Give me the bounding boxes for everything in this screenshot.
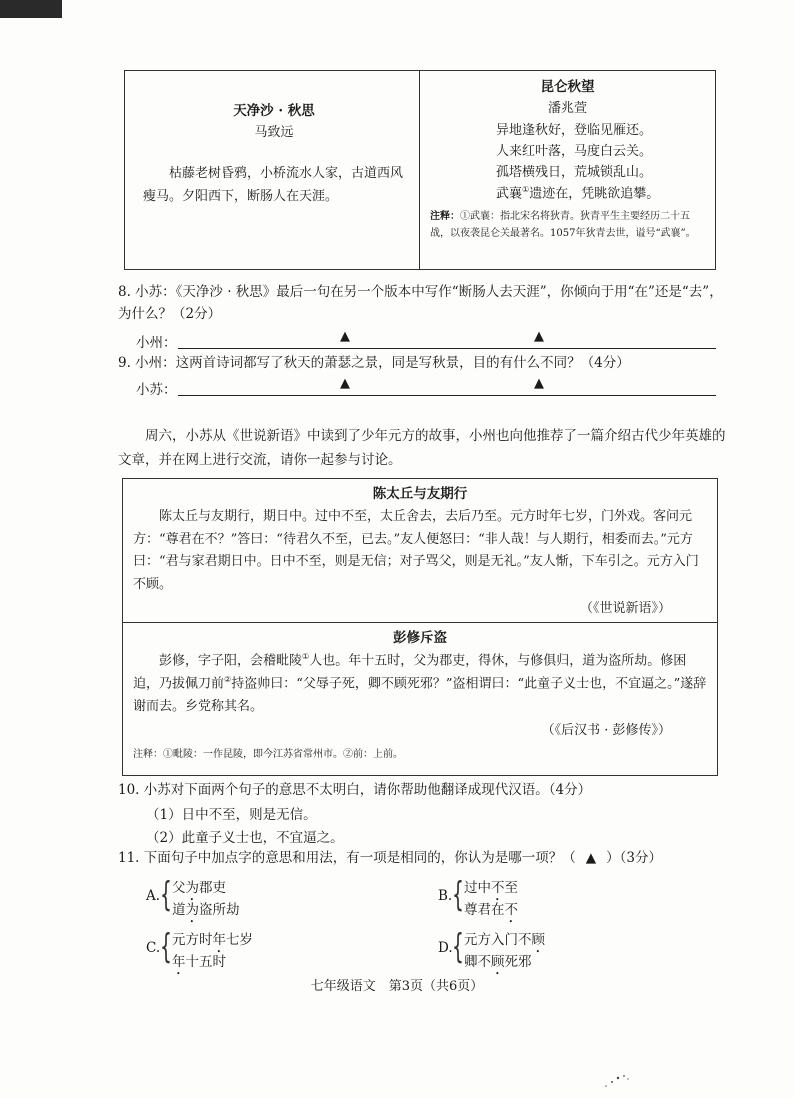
poem-comparison-box (124, 70, 716, 270)
dotted-char: 年 (172, 954, 186, 970)
answer-marker-icon: ▲ (534, 376, 544, 391)
question-10: 10. 小苏对下面两个句子的意思不太明白，请你帮助他翻译成现代汉语。（4分） (118, 782, 592, 798)
question-11-text: 11. 下面句子中加点字的意思和用法，有一项是相同的，你认为是哪一项？（ (118, 850, 576, 866)
story-2-source: （《后汉书 · 彭修传》） (541, 723, 671, 738)
note-ref-1: ① (522, 184, 530, 194)
poem-left-author: 马致远 (254, 124, 294, 140)
text: 卿不 (464, 954, 491, 970)
scan-specks (600, 1072, 640, 1092)
poem-left-title: 天净沙 · 秋思 (233, 103, 315, 119)
poem-right-line-3: 孤塔横残日，荒城锁乱山。 (496, 164, 653, 180)
story-2-body-a: 彭修，字子阳，会稽毗陵 (159, 653, 303, 669)
text: 死邪 (504, 954, 532, 970)
option-b-letter: B. (438, 888, 453, 904)
story-1 (123, 479, 717, 623)
answer-label-8: 小州： (136, 335, 177, 351)
text: 父 (172, 880, 186, 896)
answer-marker-icon: ▲ (585, 850, 597, 866)
text: 盗所劫 (199, 902, 240, 918)
answer-rule-8 (178, 348, 716, 349)
text: 元方时 (172, 932, 213, 948)
poem-right-line-4 (430, 184, 705, 205)
option-c-letter: C. (146, 940, 161, 956)
story-1-title: 陈太丘与友期行 (372, 486, 468, 502)
sentence-2: （2）此童子义士也，不宜逼之。 (146, 830, 344, 846)
poem-right-line-4a: 武襄 (496, 186, 523, 202)
story-1-body: 陈太丘与友期行，期日中。过中不至，太丘舍去，去后乃至。元方时年七岁，门外戏。客问元方：“尊君在不？”答曰：“待君久不至，已去。”友人便怒曰：“非人哉！与人期行，相委而去。”元方曰：“君与家君期日中。日中不至，则是无信；对子骂父，则是无礼。”友人惭，下车引之。元方入门不顾。 (133, 508, 699, 593)
story-1-source: （《世说新语》） (579, 601, 671, 616)
story-2-body-c: 持盗帅曰：“父辱子死，卿不顾死邪？”盗相谓曰：“此童子义士也，不宜逼之。”遂辞谢而去。乡党称其名。 (133, 676, 707, 715)
option-a-letter: A. (146, 888, 161, 904)
answer-line-9[interactable] (136, 378, 716, 398)
reading-intro: 周六，小苏从《世说新语》中读到了少年元方的故事，小州也向他推荐了一篇介绍古代少年英雄的文章，并在网上进行交流，请你一起参与讨论。 (118, 428, 726, 469)
dotted-char: 为 (185, 902, 199, 918)
text: 过中 (464, 880, 491, 896)
text: 至 (504, 880, 518, 896)
poem-left (125, 71, 420, 269)
page-footer: 七年级语文 第3页（共6页） (310, 979, 484, 994)
answer-marker-icon: ▲ (534, 329, 544, 344)
option-c-line-2 (172, 950, 226, 978)
dotted-char: 顾 (491, 954, 505, 970)
text: 尊君在 (464, 902, 505, 918)
question-11 (118, 848, 728, 870)
text: 七岁 (226, 932, 253, 948)
text: 元方入门不 (464, 932, 532, 948)
poem-right (420, 71, 715, 269)
poem-right-line-4b: 遗迹在，凭眺欲追攀。 (529, 186, 660, 202)
poem-right-title: 昆仑秋望 (540, 79, 595, 95)
note-ref-1: ① (302, 651, 310, 661)
brace-icon: { (452, 927, 464, 967)
story-2-body (133, 650, 707, 719)
text: 郡吏 (199, 880, 226, 896)
story-2 (123, 623, 717, 760)
scan-corner-mark (0, 0, 62, 18)
dotted-char: 不 (504, 902, 518, 918)
text: 道 (172, 902, 186, 918)
dotted-char: 为 (185, 880, 199, 896)
brace-icon: { (160, 927, 172, 967)
note-ref-2: ② (224, 675, 232, 685)
question-11-points: ）（3分） (606, 850, 662, 866)
brace-icon: { (160, 875, 172, 915)
poem-right-line-1: 异地逢秋好，登临见雁还。 (496, 123, 653, 139)
dotted-char: 顾 (531, 932, 545, 948)
dotted-char: 不 (491, 880, 505, 896)
poem-right-author: 潘兆萱 (547, 100, 587, 116)
story-box (122, 478, 718, 776)
option-b-line-2 (464, 898, 518, 926)
brace-icon: { (452, 875, 464, 915)
answer-marker-icon: ▲ (340, 376, 350, 391)
option-d-line-2 (464, 950, 532, 978)
answer-marker-icon: ▲ (340, 329, 350, 344)
story-2-note: 注释：①毗陵：一作昆陵，即今江苏省常州市。②前：上前。 (133, 749, 403, 760)
answer-label-9: 小苏： (136, 382, 177, 398)
question-8: 8. 小苏：《天净沙 · 秋思》最后一句在另一个版本中写作“断肠人去天涯”，你倾向于用“在”还是“去”，为什么？（2分） (118, 284, 723, 322)
option-d-letter: D. (438, 940, 453, 956)
text: 十五时 (185, 954, 226, 970)
answer-rule-9 (178, 395, 716, 396)
answer-line-8[interactable] (136, 331, 716, 351)
story-2-title: 彭修斥盗 (393, 630, 447, 646)
poem-left-body: 枯藤老树昏鸦，小桥流水人家，古道西风瘦马。夕阳西下，断肠人在天涯。 (143, 166, 404, 205)
dotted-char: 年 (212, 932, 226, 948)
note-text: ①武襄：指北宋名将狄青。狄青平生主要经历二十五战，以夜袭昆仑关最著名。1057年狄青去世，谥号“武襄”。 (430, 210, 696, 239)
sentence-1: （1）日中不至，则是无信。 (146, 807, 317, 823)
story-2-body-b: 人也。年十五时，父为郡吏，得休，与修俱归，道为盗所劫。修困迫，乃拔佩刀前 (133, 653, 687, 692)
question-9: 9. 小州：这两首诗词都写了秋天的萧瑟之景，同是写秋景，目的有什么不同？（4分） (118, 355, 630, 371)
option-a-line-2 (172, 898, 240, 926)
note-label: 注释： (430, 210, 460, 222)
poem-right-note (430, 208, 705, 242)
poem-right-line-2: 人来红叶落，马度白云关。 (496, 144, 653, 160)
